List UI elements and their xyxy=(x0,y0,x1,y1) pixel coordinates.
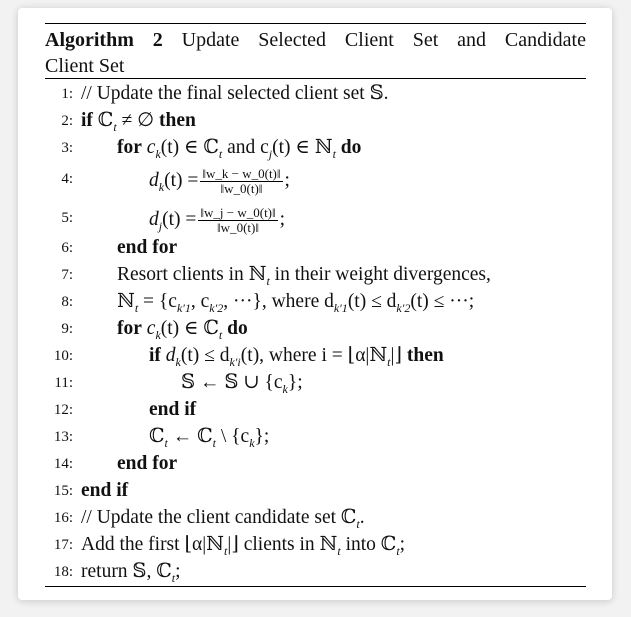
line-number: 9: xyxy=(61,321,73,337)
line-text xyxy=(181,370,303,396)
bottom-rule xyxy=(45,586,586,587)
math: (t) ∈ ℂ xyxy=(160,318,219,339)
line-number: 18: xyxy=(53,564,73,580)
keyword: then xyxy=(159,110,196,131)
math: Resort clients in ℕ xyxy=(117,264,267,285)
math: }; xyxy=(287,372,303,393)
math: (t) ≤ ···; xyxy=(410,291,475,312)
math: ; xyxy=(399,534,406,555)
math: , ···}, where d xyxy=(223,291,334,312)
subscript: t xyxy=(113,119,117,134)
numerator: ‖w_k − w_0(t)‖ xyxy=(202,166,281,182)
math: . xyxy=(359,507,365,528)
line-number: 13: xyxy=(53,429,73,445)
line-number: 7: xyxy=(61,267,73,283)
line-text xyxy=(81,505,365,531)
subscript: k xyxy=(249,435,255,450)
math: (t) ∈ ℕ xyxy=(272,137,333,158)
math: into ℂ xyxy=(340,534,397,555)
line-number: 4: xyxy=(61,171,73,187)
math: ℂ xyxy=(92,110,114,131)
subscript: k′2 xyxy=(209,300,224,315)
algorithm-label: Algorithm 2 xyxy=(45,29,163,51)
math: in their weight divergences, xyxy=(269,264,491,285)
line-text xyxy=(117,135,361,161)
math: d xyxy=(149,170,159,191)
subscript: j xyxy=(268,146,273,161)
subscript: k xyxy=(155,327,161,342)
keyword: end for xyxy=(117,237,178,258)
algorithm-title-cont: Client Set xyxy=(45,55,125,77)
subscript: t xyxy=(171,570,176,585)
math: // Update the client candidate set ℂ xyxy=(81,507,357,528)
algorithm-title: Update Selected Client Set and Candidate xyxy=(181,29,586,51)
line-number: 2: xyxy=(61,113,73,129)
subscript: k xyxy=(155,146,161,161)
math: return 𝕊, ℂ xyxy=(81,561,172,582)
math: (t) = xyxy=(162,209,197,230)
line-text xyxy=(149,163,290,199)
line-text xyxy=(149,202,285,238)
math: (t) ≤ d xyxy=(180,345,230,366)
math: = {c xyxy=(138,291,177,312)
subscript: k′1 xyxy=(333,300,348,315)
keyword: end if xyxy=(149,399,197,420)
line-number: 12: xyxy=(53,402,73,418)
subscript: t xyxy=(266,273,270,288)
math: (t) = xyxy=(164,170,199,191)
subscript: t xyxy=(164,435,168,450)
line-number: 10: xyxy=(53,348,73,364)
subscript: t xyxy=(337,543,341,558)
keyword: then xyxy=(406,345,444,366)
math: }; xyxy=(254,426,270,447)
line-text xyxy=(117,262,491,288)
keyword: end for xyxy=(117,453,178,474)
math: (t), where i = ⌊α|ℕ xyxy=(240,345,388,366)
line-text xyxy=(149,424,269,450)
math: |⌋ clients in ℕ xyxy=(227,534,338,555)
math: ; xyxy=(284,170,290,191)
line-text xyxy=(81,559,181,585)
line-text xyxy=(117,316,248,342)
subscript: k′1 xyxy=(176,300,191,315)
math: c xyxy=(141,137,156,158)
subscript: t xyxy=(218,146,223,161)
fraction xyxy=(198,206,277,235)
keyword: do xyxy=(222,318,248,339)
line-text: // Update the final selected client set 𝕊. xyxy=(81,83,389,104)
line-number: 15: xyxy=(53,483,73,499)
math: \ {c xyxy=(216,426,250,447)
math: ℂ xyxy=(149,426,165,447)
numerator: ‖w_j − w_0(t)‖ xyxy=(200,205,276,221)
math: |⌋ xyxy=(390,345,407,366)
math: ; xyxy=(279,209,286,230)
math: 𝕊 ← 𝕊 ∪ {c xyxy=(181,372,283,393)
subscript: k′i xyxy=(229,354,241,369)
denominator: ‖w_0(t)‖ xyxy=(220,181,263,197)
keyword: if xyxy=(149,345,161,366)
math: Add the first ⌊α|ℕ xyxy=(81,534,224,555)
math: d xyxy=(149,209,159,230)
keyword: for xyxy=(117,318,142,339)
subscript: t xyxy=(212,435,216,450)
caption-rule xyxy=(45,78,586,79)
fraction xyxy=(200,167,282,196)
math: and c xyxy=(222,137,269,158)
math: c xyxy=(141,318,156,339)
subscript: t xyxy=(396,543,400,558)
subscript: t xyxy=(356,516,360,531)
denominator: ‖w_0(t)‖ xyxy=(217,220,259,236)
math: d xyxy=(160,345,176,366)
top-rule xyxy=(45,23,586,24)
subscript: k xyxy=(175,354,181,369)
subscript: t xyxy=(332,146,336,161)
line-number: 5: xyxy=(61,210,73,226)
subscript: t xyxy=(387,354,391,369)
keyword: if xyxy=(81,110,93,131)
paper-card xyxy=(18,8,612,600)
line-number: 11: xyxy=(54,375,73,391)
line-number: 16: xyxy=(53,510,73,526)
math: (t) ≤ d xyxy=(347,291,397,312)
line-number: 6: xyxy=(61,240,73,256)
math: (t) ∈ ℂ xyxy=(160,137,219,158)
line-text xyxy=(81,532,405,558)
line-number: 3: xyxy=(61,140,73,156)
subscript: t xyxy=(134,300,139,315)
keyword: do xyxy=(335,137,362,158)
line-text xyxy=(117,289,474,315)
subscript: t xyxy=(224,543,228,558)
line-number: 8: xyxy=(61,294,73,310)
keyword: end if xyxy=(81,480,129,501)
math: ℕ xyxy=(117,291,135,312)
math: ← ℂ xyxy=(167,426,213,447)
algorithm-caption xyxy=(45,28,586,53)
line-number: 17: xyxy=(53,537,73,553)
subscript: k xyxy=(158,179,165,194)
keyword: for xyxy=(117,137,142,158)
math: ≠ ∅ xyxy=(116,110,159,131)
subscript: t xyxy=(218,327,223,342)
math: , c xyxy=(190,291,210,312)
subscript: k′2 xyxy=(396,300,411,315)
math: ; xyxy=(175,561,181,582)
line-text xyxy=(81,108,196,134)
subscript: k xyxy=(282,381,288,396)
line-number: 1: xyxy=(61,86,73,102)
line-text xyxy=(149,343,444,369)
line-number: 14: xyxy=(53,456,73,472)
subscript: j xyxy=(158,218,163,233)
